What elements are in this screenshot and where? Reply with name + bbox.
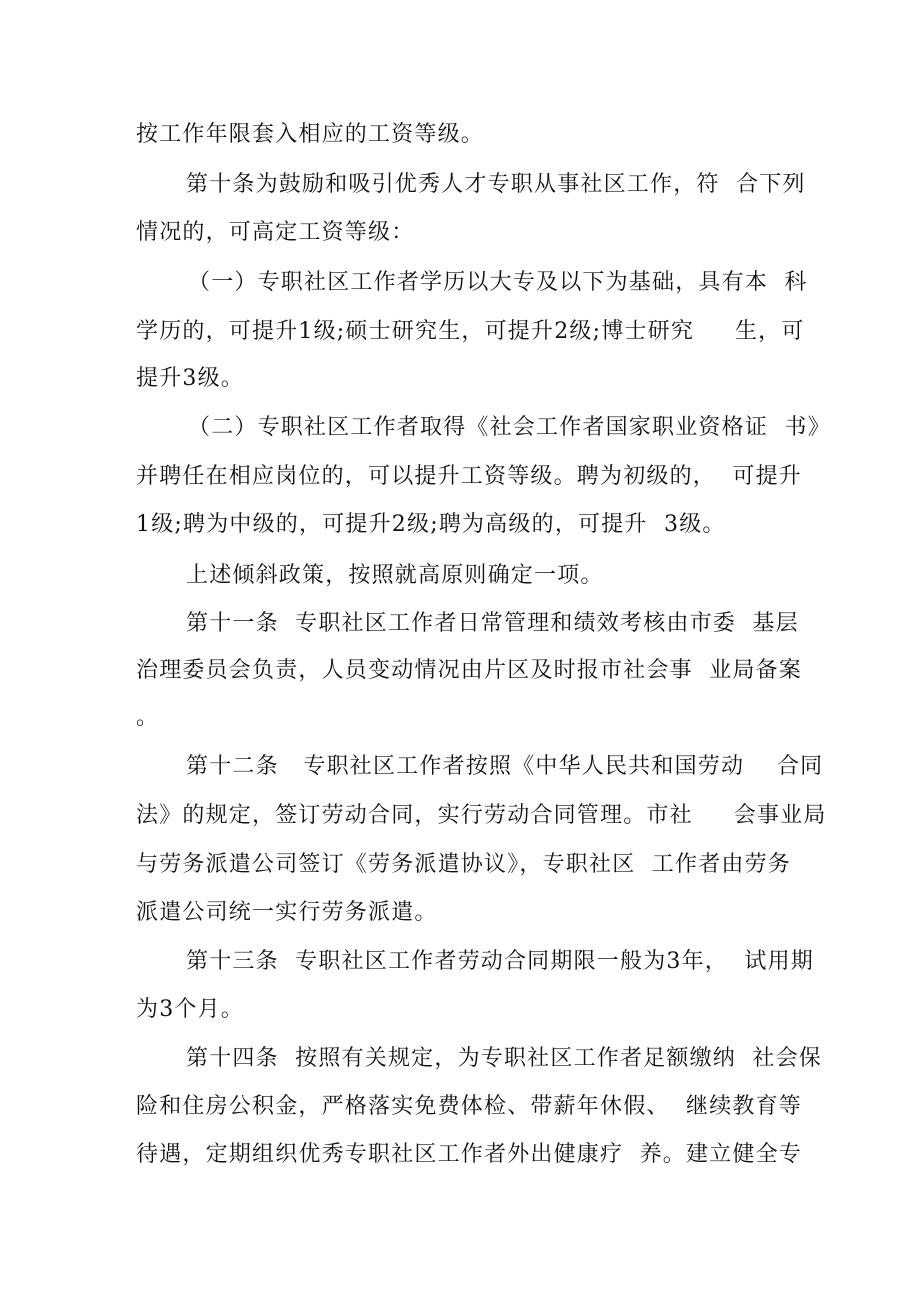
text-line: 第十一条 专职社区工作者日常管理和绩效考核由市委 基层: [186, 611, 799, 636]
text-line: 治理委员会负责，人员变动情况由片区及时报市社会事 业局备案: [136, 658, 802, 683]
text-line: 提升3级。: [136, 366, 244, 391]
text-line: 1级;聘为中级的，可提升2级;聘为高级的，可提升 3级。: [136, 512, 726, 537]
text-line: 并聘任在相应岗位的，可以提升工资等级。聘为初级的， 可提升: [136, 464, 802, 489]
text-line: 为3个月。: [136, 997, 244, 1022]
text-line: 情况的，可高定工资等级：: [136, 220, 415, 245]
text-line: 与劳务派遣公司签订《劳务派遣协议》，专职社区 工作者由劳务: [136, 852, 791, 877]
text-line: 按工作年限套入相应的工资等级。: [136, 122, 485, 147]
text-line: 待遇，定期组织优秀专职社区工作者外出健康疗 养。建立健全专: [136, 1142, 802, 1167]
text-line: （一）专职社区工作者学历以大专及以下为基础，具有本 科: [188, 270, 808, 295]
text-line: 上述倾斜政策，按照就高原则确定一项。: [186, 563, 604, 588]
text-line: 法》的规定，签订劳动合同，实行劳动合同管理。市社 会事业局: [136, 803, 827, 828]
text-line: 派遣公司统一实行劳务派遣。: [136, 900, 438, 925]
text-line: 。: [136, 705, 160, 730]
text-line: 第十三条 专职社区工作者劳动合同期限一般为3年， 试用期: [186, 949, 814, 974]
text-line: 第十条为鼓励和吸引优秀人才专职从事社区工作，符 合下列: [186, 172, 806, 197]
text-line: 第十四条 按照有关规定，为专职社区工作者足额缴纳 社会保: [186, 1046, 822, 1071]
text-line: （二）专职社区工作者取得《社会工作者国家职业资格证 书》: [188, 415, 831, 440]
text-line: 险和住房公积金，严格落实免费体检、带薪年休假、 继续教育等: [136, 1094, 802, 1119]
text-line: 学历的，可提升1级;硕士研究生，可提升2级;博士研究 生，可: [136, 319, 805, 344]
text-line: 第十二条 专职社区工作者按照《中华人民共和国劳动 合同: [186, 754, 824, 779]
